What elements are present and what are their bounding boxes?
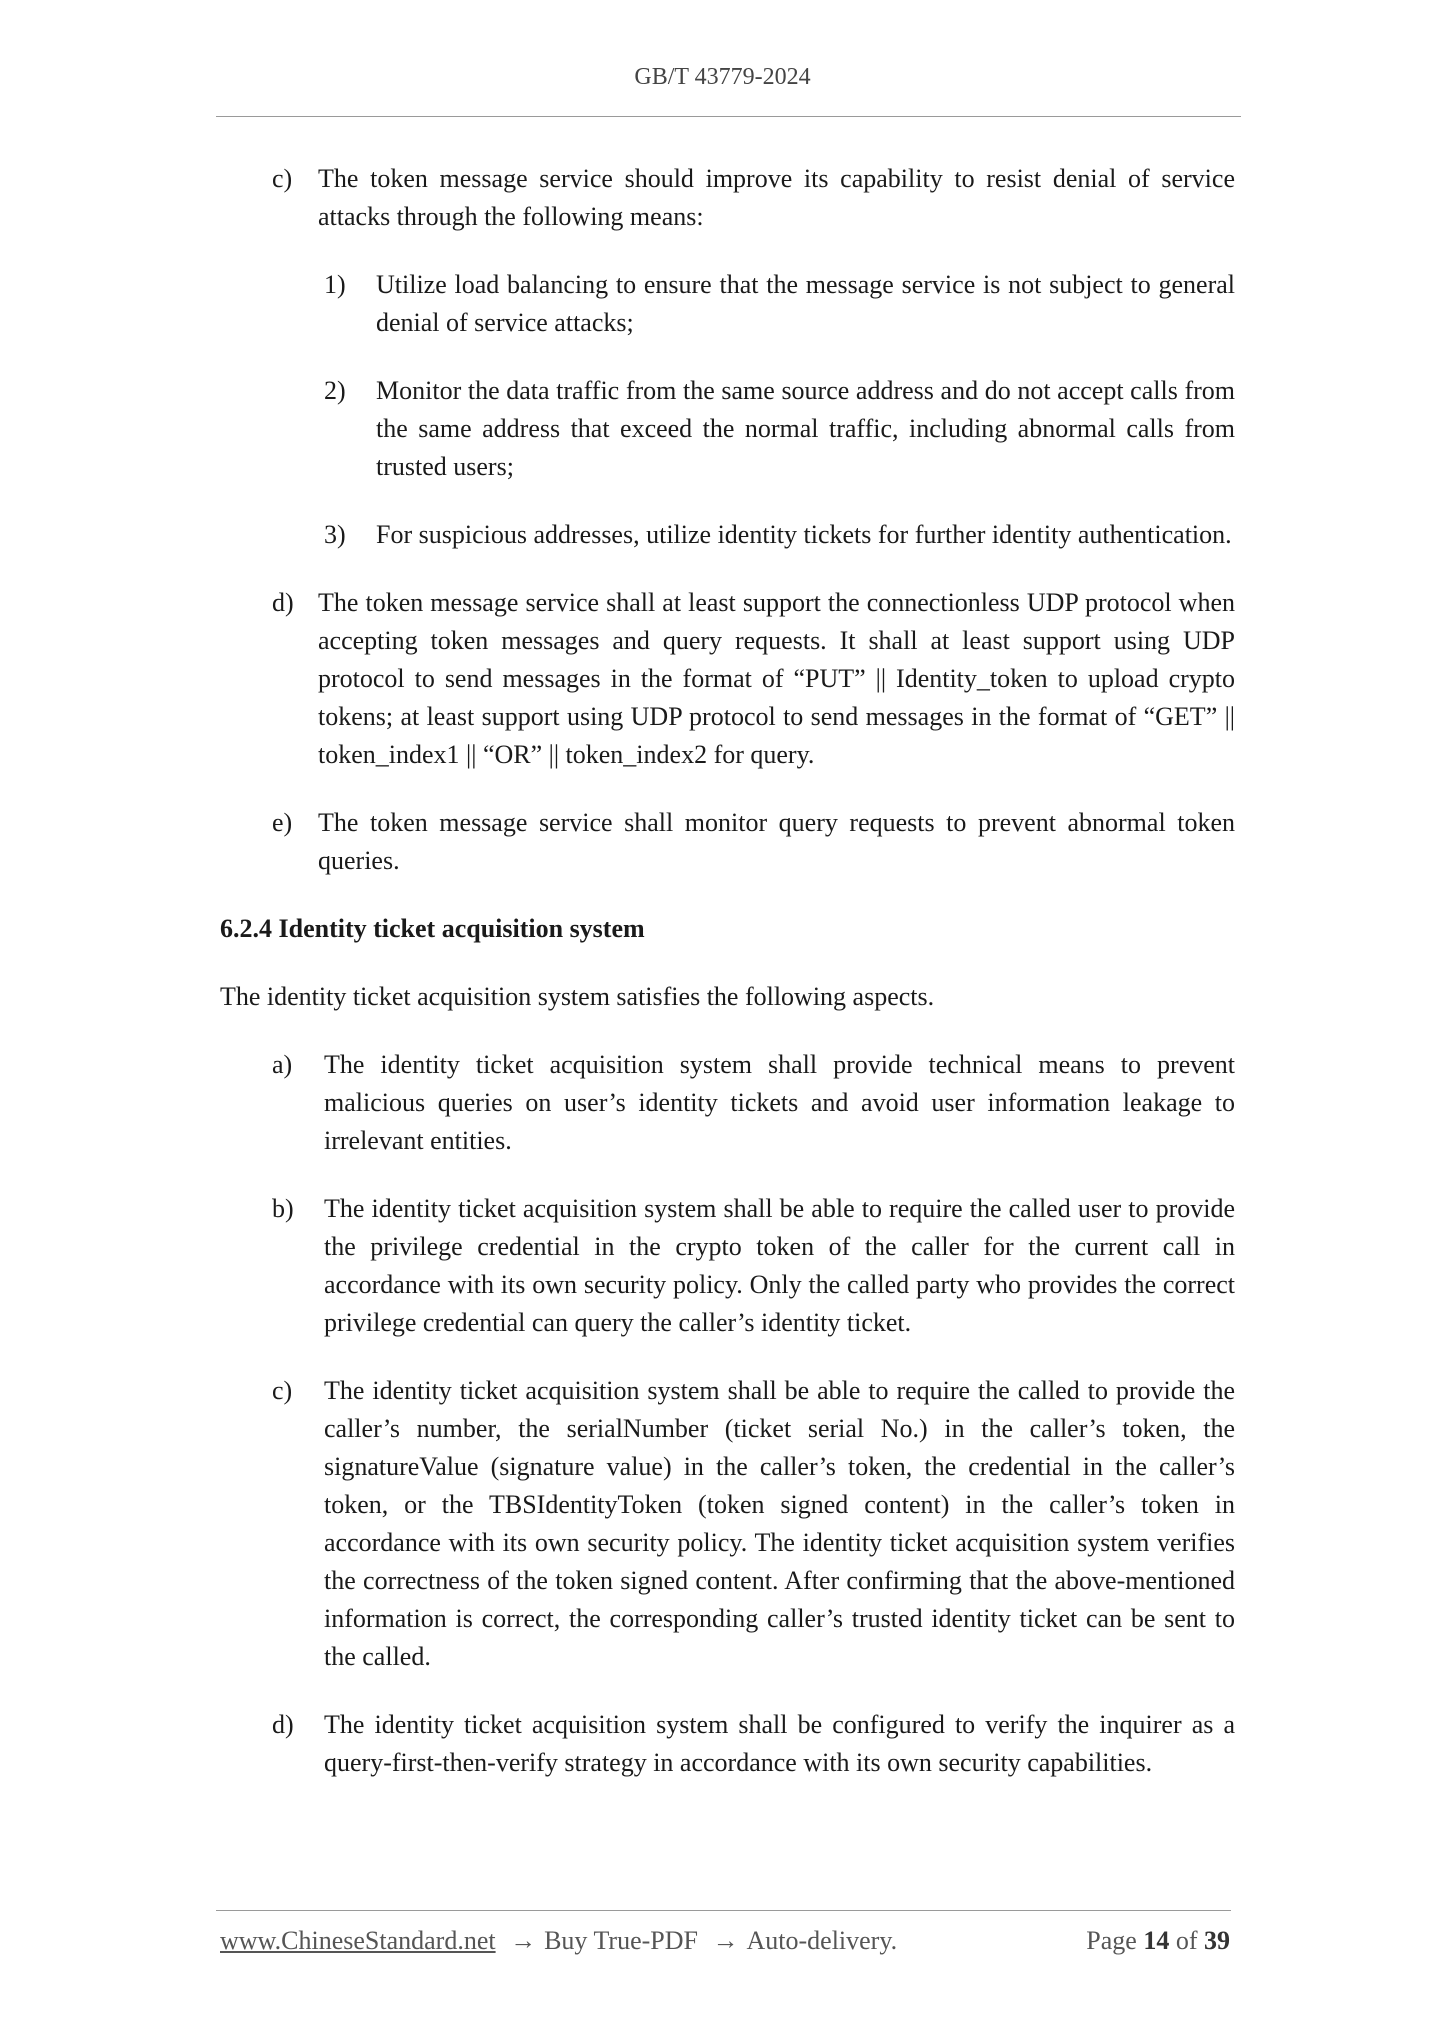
list-text: The token message service should improve its capability to resist denial of service attacks through the following means: [318, 164, 1235, 231]
sub-item-3 [220, 516, 1235, 554]
delivery-text: Auto-delivery. [746, 1926, 898, 1955]
list-marker: b) [272, 1194, 294, 1223]
list-item-c [220, 160, 1235, 236]
list-text: The identity ticket acquisition system shall be able to require the called to provide the caller’s number, the serialNumber (ticket serial No.) in the caller’s token, the signatureValue (signature value) in the caller’s token, the credential in the caller’s token, or the TBSIdentityToken (token signed content) in the caller’s token in accordance with its own security policy. The identity ticket acquisition system verifies the correctness of the token signed content. After confirming that the above-mentioned information is correct, the corresponding caller’s trusted identity ticket can be sent to the called. [324, 1376, 1235, 1671]
list-text: The token message service shall at least support the connectionless UDP protocol when accepting token messages and query requests. It shall at least support using UDP protocol to send messages in the format of “PUT” || Identity_token to upload crypto tokens; at least support using UDP protocol to send messages in the format of “GET” || token_index1 || “OR” || token_index2 for query. [318, 588, 1235, 769]
page-number [1086, 1926, 1230, 1956]
website-link[interactable]: www.ChineseStandard.net [220, 1926, 496, 1955]
section-heading: 6.2.4 Identity ticket acquisition system [220, 914, 645, 943]
page-label: Page [1086, 1926, 1137, 1955]
list-marker: c) [272, 164, 293, 193]
list-text: Utilize load balancing to ensure that the message service is not subject to general denial of service attacks; [376, 270, 1235, 337]
list-text: For suspicious addresses, utilize identity tickets for further identity authentication. [376, 520, 1232, 549]
page-header: GB/T 43779-2024 [634, 64, 811, 90]
list-marker: e) [272, 808, 293, 837]
footer-divider [216, 1910, 1231, 1911]
list-text: The identity ticket acquisition system shall provide technical means to prevent malicious queries on user’s identity tickets and avoid user information leakage to irrelevant entities. [324, 1050, 1235, 1155]
list-marker: d) [272, 1710, 294, 1739]
section-item-b [220, 1190, 1235, 1342]
sub-item-2 [220, 372, 1235, 486]
page-current: 14 [1143, 1926, 1170, 1955]
list-marker: c) [272, 1376, 293, 1405]
list-text: The token message service shall monitor query requests to prevent abnormal token queries. [318, 808, 1235, 875]
list-text: Monitor the data traffic from the same source address and do not accept calls from the same address that exceed the normal traffic, including abnormal calls from trusted users; [376, 376, 1235, 481]
list-marker: 1) [324, 270, 346, 299]
list-marker: d) [272, 588, 294, 617]
section-item-a [220, 1046, 1235, 1160]
header-divider [216, 116, 1241, 117]
list-item-e [220, 804, 1235, 880]
of-label: of [1175, 1926, 1198, 1955]
sub-item-1 [220, 266, 1235, 342]
list-marker: 2) [324, 376, 346, 405]
list-marker: a) [272, 1050, 293, 1079]
document-body [220, 160, 1235, 1812]
arrow-right-icon: → [712, 1926, 739, 1955]
list-item-d [220, 584, 1235, 774]
arrow-right-icon: → [510, 1926, 537, 1955]
buy-text: Buy True-PDF [544, 1926, 698, 1955]
list-text: The identity ticket acquisition system shall be able to require the called user to provide the privilege credential in the crypto token of the caller for the current call in accordance with its own security policy. Only the called party who provides the correct privilege credential can query the caller’s identity ticket. [324, 1194, 1235, 1337]
section-item-c [220, 1372, 1235, 1676]
section-item-d [220, 1706, 1235, 1782]
list-marker: 3) [324, 520, 346, 549]
page-total: 39 [1204, 1926, 1230, 1955]
footer-links [220, 1926, 897, 1956]
list-text: The identity ticket acquisition system shall be configured to verify the inquirer as a query-first-then-verify strategy in accordance with its own security capabilities. [324, 1710, 1235, 1777]
section-intro: The identity ticket acquisition system satisfies the following aspects. [220, 982, 935, 1011]
page-footer [220, 1926, 1230, 1956]
